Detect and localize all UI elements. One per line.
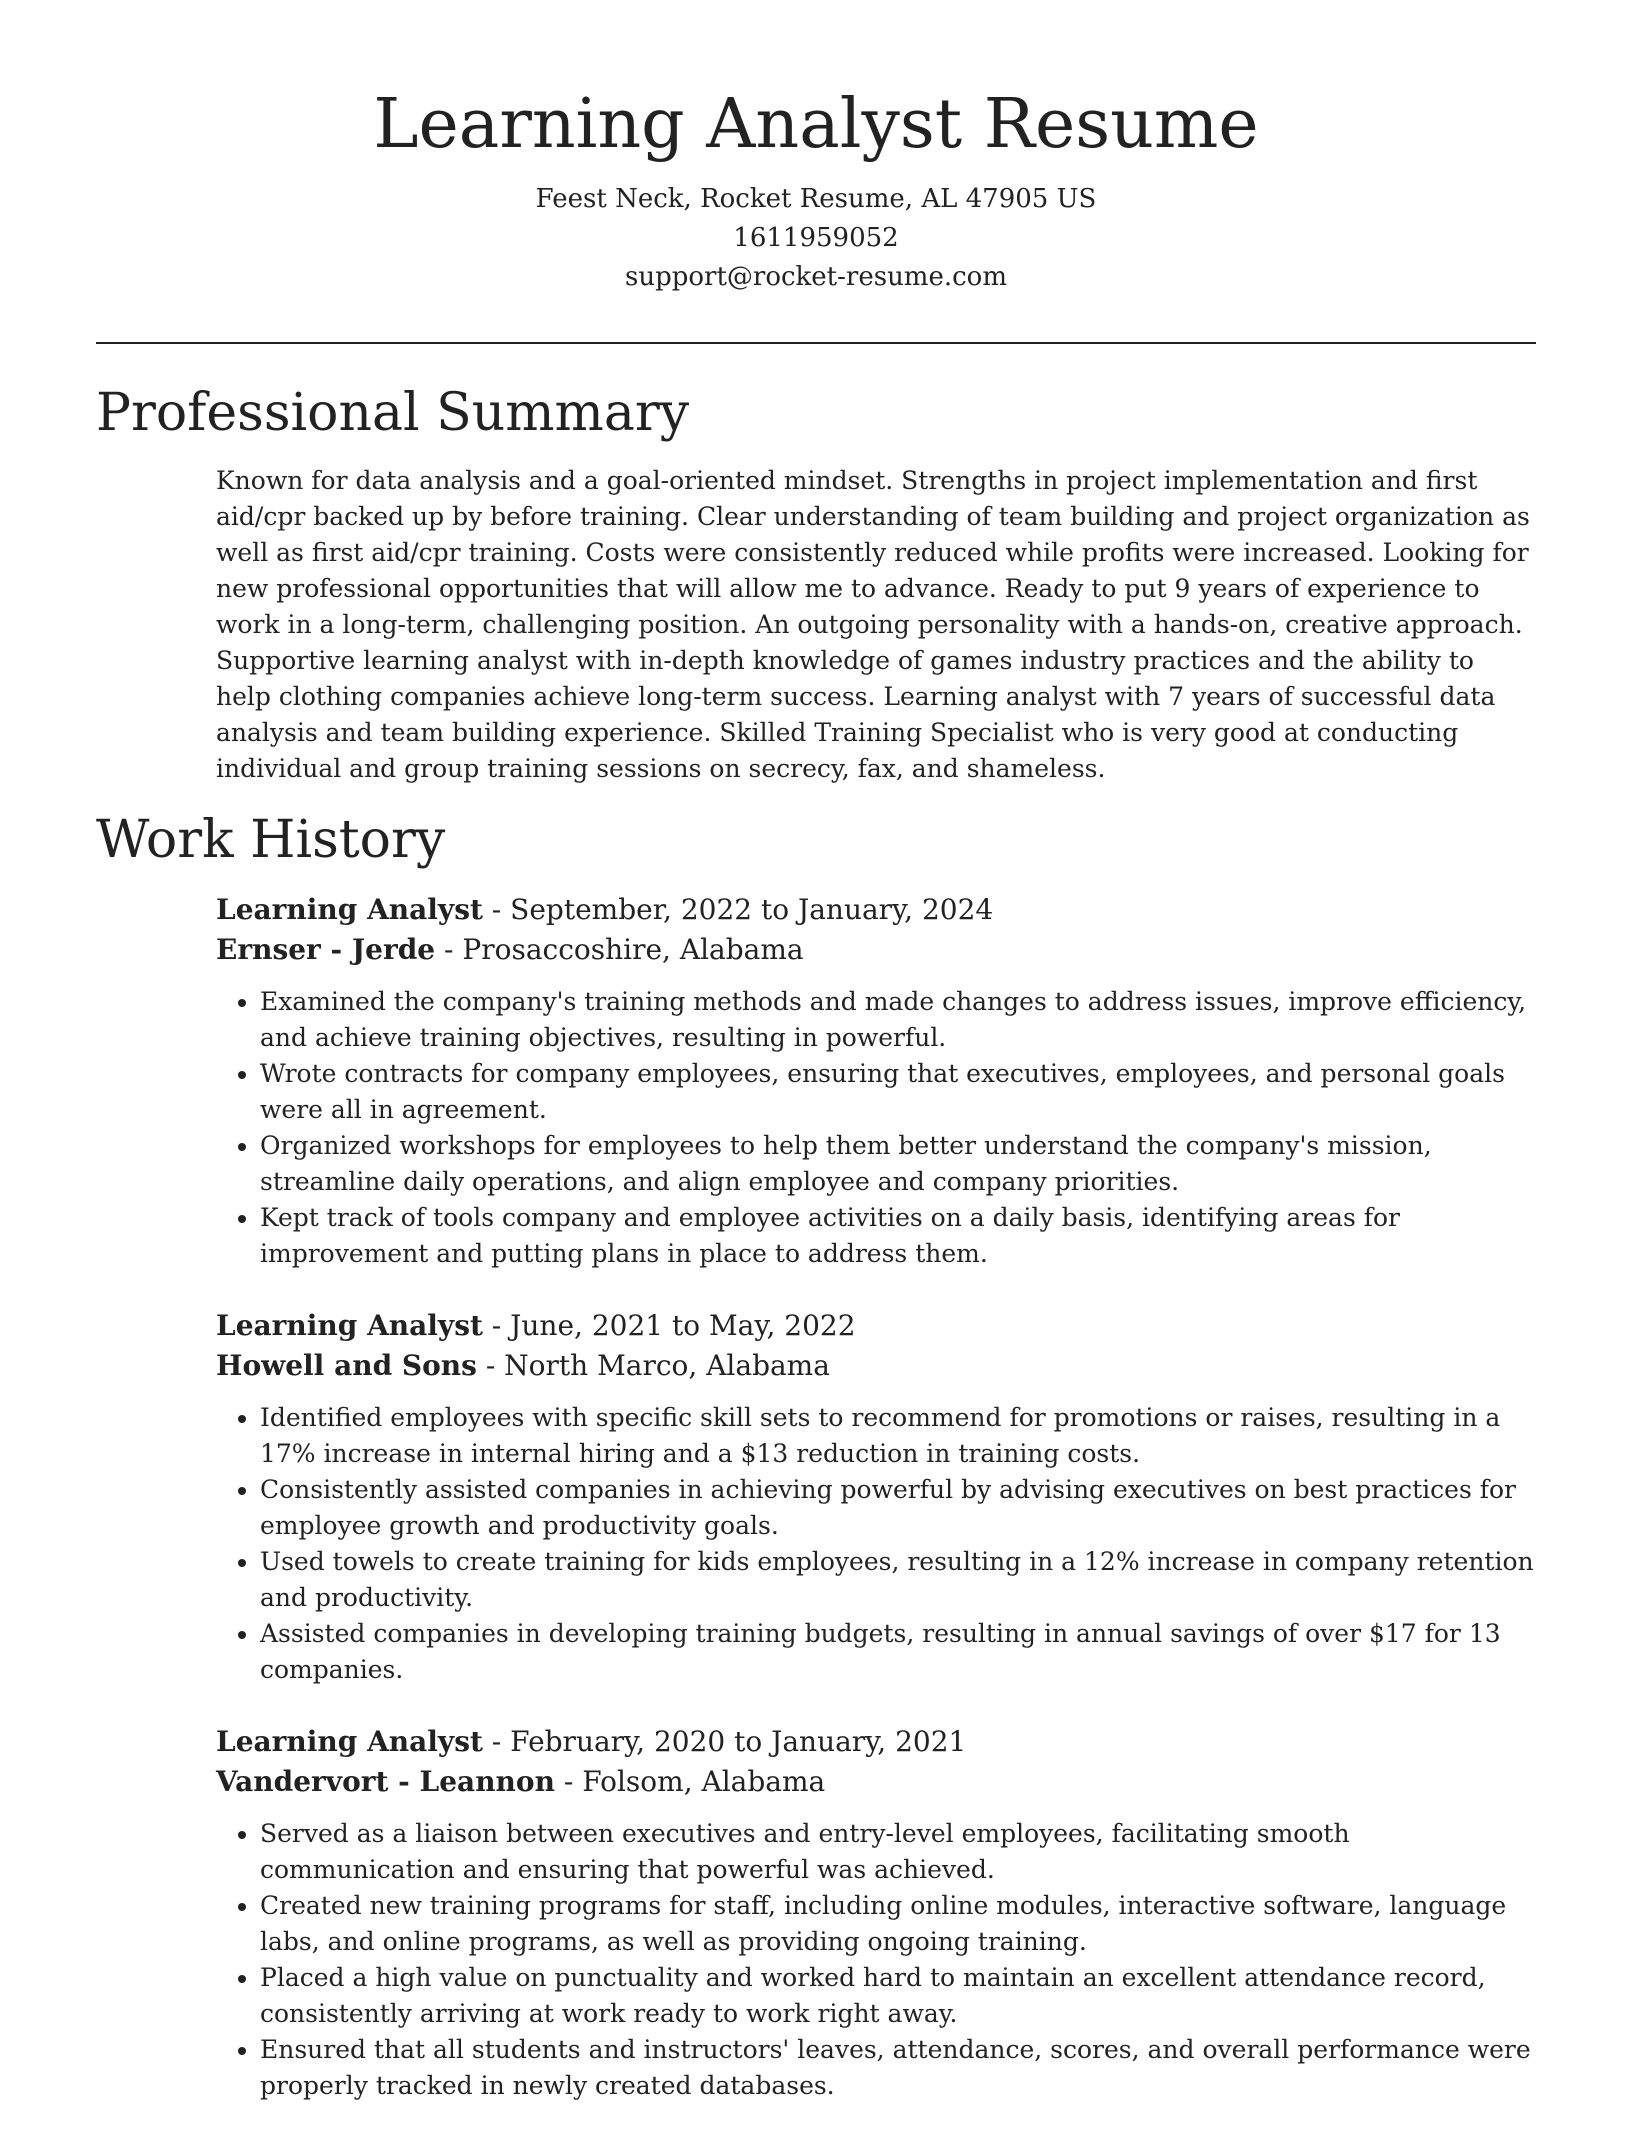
job-company: Ernser - Jerde: [216, 933, 436, 966]
resume-header: [96, 80, 1536, 297]
job-bullets: [216, 984, 1536, 1272]
job-bullet: • Created new training programs for staff, including online modules, interactive software, language labs, and online programs, as well as providing ongoing training.: [260, 1888, 1536, 1960]
job-location: - Prosaccoshire, Alabama: [435, 933, 804, 966]
job-company: Vandervort - Leannon: [216, 1765, 555, 1798]
job-bullet: • Used towels to create training for kids employees, resulting in a 12% increase in company retention and productivity.: [260, 1544, 1536, 1616]
job-title: Learning Analyst: [216, 1725, 483, 1758]
summary-text: Known for data analysis and a goal-oriented mindset. Strengths in project implementation and first aid/cpr backed up by before training. Clear understanding of team building and project organization as well as first aid/cpr training. Costs were consistently reduced while profits were increased. Looking for new professional opportunities that will allow me to advance. Ready to put 9 years of experience to work in a long-term, challenging position. An outgoing personality with a hands-on, creative approach. Supportive learning analyst with in-depth knowledge of games industry practices and the ability to help clothing companies achieve long-term success. Learning analyst with 7 years of successful data analysis and team building experience. Skilled Training Specialist who is very good at conducting individual and group training sessions on secrecy, fax, and shameless.: [216, 466, 1530, 783]
job-entry: [216, 1722, 1536, 2104]
job-company: Howell and Sons: [216, 1349, 477, 1382]
job-location: - North Marco, Alabama: [476, 1349, 830, 1382]
job-title-line: [216, 1722, 1536, 1762]
job-bullets: [216, 1816, 1536, 2104]
job-company-line: [216, 1762, 1536, 1802]
work-history-heading: Work History: [96, 810, 446, 870]
job-dates: - June, 2021 to May, 2022: [482, 1309, 856, 1342]
job-company-line: [216, 1346, 1536, 1386]
job-bullet: • Examined the company's training methods and made changes to address issues, improve efficiency, and achieve training objectives, resulting in powerful.: [260, 984, 1536, 1056]
job-bullet: • Organized workshops for employees to help them better understand the company's mission, streamline daily operations, and align employee and company priorities.: [260, 1128, 1536, 1200]
contact-address: Feest Neck, Rocket Resume, AL 47905 US: [535, 184, 1097, 214]
job-title-line: [216, 1306, 1536, 1346]
job-dates: - February, 2020 to January, 2021: [482, 1725, 967, 1758]
resume-title: Learning Analyst Resume: [373, 85, 1259, 164]
job-company-line: [216, 930, 1536, 970]
job-bullet: • Kept track of tools company and employee activities on a daily basis, identifying areas for improvement and putting plans in place to address them.: [260, 1200, 1536, 1272]
summary-heading: Professional Summary: [96, 383, 690, 443]
header-divider: [96, 342, 1536, 344]
job-entry: [216, 1306, 1536, 1688]
job-bullets: [216, 1400, 1536, 1688]
job-title: Learning Analyst: [216, 893, 483, 926]
contact-phone: 1611959052: [733, 223, 899, 253]
job-title-line: [216, 890, 1536, 930]
job-bullet: • Ensured that all students and instructors' leaves, attendance, scores, and overall performance were properly tracked in newly created databases.: [260, 2032, 1536, 2104]
job-bullet: • Consistently assisted companies in achieving powerful by advising executives on best practices for employee growth and productivity goals.: [260, 1472, 1536, 1544]
job-bullet: • Served as a liaison between executives and entry-level employees, facilitating smooth communication and ensuring that powerful was achieved.: [260, 1816, 1536, 1888]
job-location: - Folsom, Alabama: [554, 1765, 826, 1798]
job-title: Learning Analyst: [216, 1309, 483, 1342]
job-bullet: • Wrote contracts for company employees, ensuring that executives, employees, and personal goals were all in agreement.: [260, 1056, 1536, 1128]
job-entry: [216, 890, 1536, 1272]
job-dates: - September, 2022 to January, 2024: [482, 893, 994, 926]
job-bullet: • Identified employees with specific skill sets to recommend for promotions or raises, resulting in a 17% increase in internal hiring and a $13 reduction in training costs.: [260, 1400, 1536, 1472]
job-bullet: • Placed a high value on punctuality and worked hard to maintain an excellent attendance record, consistently arriving at work ready to work right away.: [260, 1960, 1536, 2032]
job-bullet: • Assisted companies in developing training budgets, resulting in annual savings of over $17 for 13 companies.: [260, 1616, 1536, 1688]
contact-email: support@rocket-resume.com: [624, 262, 1007, 292]
work-history-list: [216, 890, 1536, 2138]
